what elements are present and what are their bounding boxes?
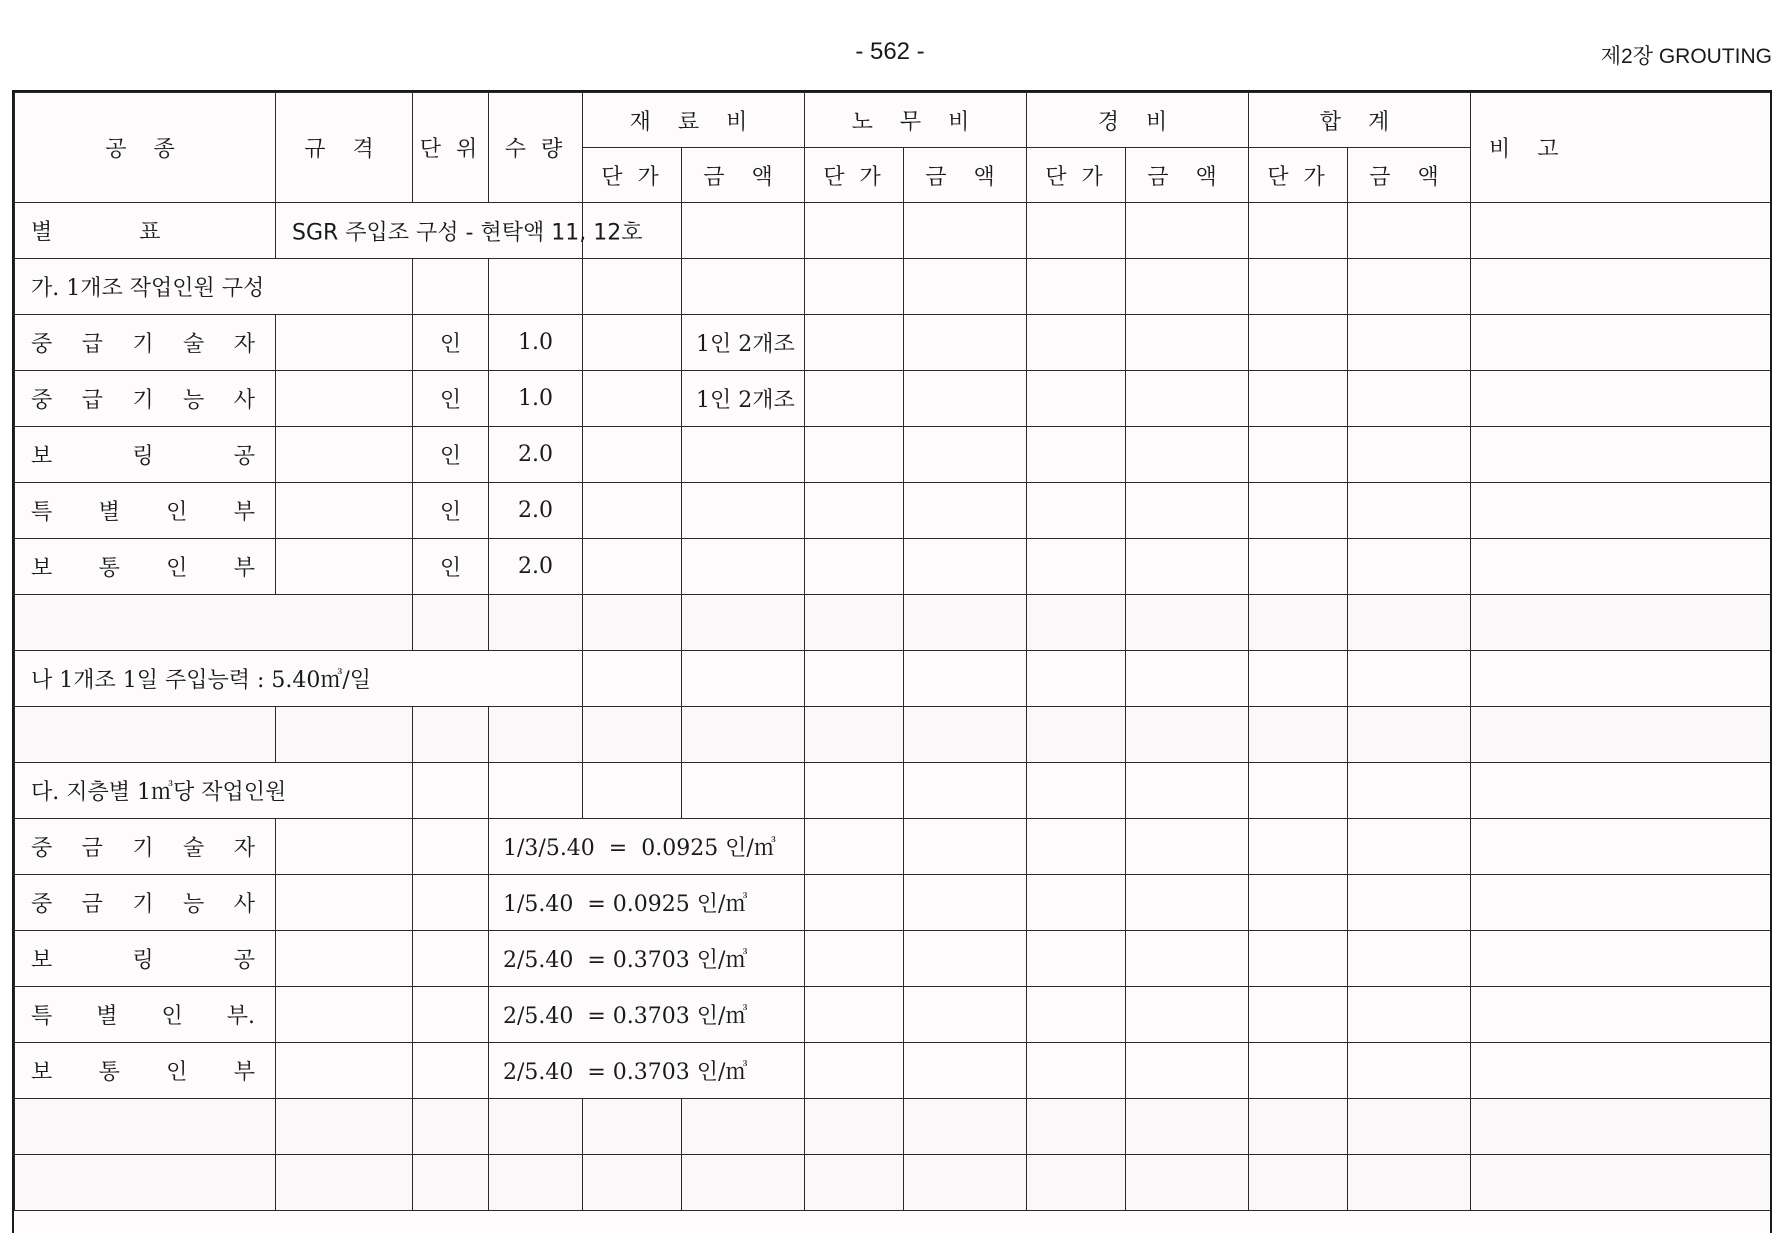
unit-cell: 인 [413, 483, 489, 539]
unit-cell: 인 [413, 371, 489, 427]
table-row [15, 371, 1771, 427]
section-heading: 다. 지층별 1㎥당 작업인원 [15, 763, 413, 819]
table-row [15, 763, 1771, 819]
table-row [15, 539, 1771, 595]
header-material-amount: 금 액 [682, 148, 805, 203]
work-item: 중 금 기 술 자 [15, 819, 276, 875]
header-row-1 [15, 93, 1771, 148]
page-number: - 562 - [855, 38, 925, 65]
header-labor-unit-price: 단 가 [805, 148, 904, 203]
header-remarks: 비 고 [1471, 93, 1771, 203]
work-item: 중 급 기 술 자 [15, 315, 276, 371]
table-row [15, 707, 1771, 763]
formula-cell: 1/3/5.40 = 0.0925 인/㎥ [489, 819, 805, 875]
formula-cell: 2/5.40 = 0.3703 인/㎥ [489, 1043, 805, 1099]
table-row [15, 819, 1771, 875]
header-work-type: 공 종 [15, 93, 276, 203]
quantity-cell: 2.0 [489, 483, 583, 539]
row-title: SGR 주입조 구성 - 현탁액 11, 12호 [276, 203, 583, 259]
table-row [15, 651, 1771, 707]
header-total: 합 계 [1249, 93, 1471, 148]
row-label: 별 표 [15, 203, 276, 259]
table-row [15, 315, 1771, 371]
table-row [15, 987, 1771, 1043]
table-row [15, 203, 1771, 259]
work-item: 보 링 공 [15, 427, 276, 483]
formula-cell: 1/5.40 = 0.0925 인/㎥ [489, 875, 805, 931]
unit-cell: 인 [413, 427, 489, 483]
formula-cell: 2/5.40 = 0.3703 인/㎥ [489, 987, 805, 1043]
table-row [15, 595, 1771, 651]
header-total-unit-price: 단 가 [1249, 148, 1348, 203]
cost-table-sheet [12, 90, 1772, 1233]
quantity-cell: 1.0 [489, 371, 583, 427]
header-material: 재 료 비 [583, 93, 805, 148]
header-expense-amount: 금 액 [1126, 148, 1249, 203]
header-expense: 경 비 [1027, 93, 1249, 148]
work-item: 특 별 인 부 [15, 483, 276, 539]
cost-table [14, 92, 1771, 1211]
table-row [15, 1043, 1771, 1099]
work-item: 중 급 기 능 사 [15, 371, 276, 427]
table-row [15, 1099, 1771, 1155]
note-cell: 1인 2개조 [682, 371, 805, 427]
work-item: 보 통 인 부 [15, 1043, 276, 1099]
header-unit: 단 위 [413, 93, 489, 203]
table-row [15, 875, 1771, 931]
work-item: 보 링 공 [15, 931, 276, 987]
header-total-amount: 금 액 [1348, 148, 1471, 203]
header-spec: 규 격 [276, 93, 413, 203]
work-item: 특 별 인 부. [15, 987, 276, 1043]
quantity-cell: 2.0 [489, 539, 583, 595]
header-labor-amount: 금 액 [904, 148, 1027, 203]
work-item: 보 통 인 부 [15, 539, 276, 595]
note-cell: 1인 2개조 [682, 315, 805, 371]
quantity-cell: 2.0 [489, 427, 583, 483]
table-row [15, 259, 1771, 315]
table-row [15, 931, 1771, 987]
table-row [15, 483, 1771, 539]
header-material-unit-price: 단 가 [583, 148, 682, 203]
header-expense-unit-price: 단 가 [1027, 148, 1126, 203]
header-labor: 노 무 비 [805, 93, 1027, 148]
section-heading: 나 1개조 1일 주입능력 : 5.40㎥/일 [15, 651, 583, 707]
formula-cell: 2/5.40 = 0.3703 인/㎥ [489, 931, 805, 987]
header-quantity: 수 량 [489, 93, 583, 203]
work-item: 중 금 기 능 사 [15, 875, 276, 931]
table-row [15, 427, 1771, 483]
chapter-title: 제2장 GROUTING [1600, 45, 1772, 68]
unit-cell: 인 [413, 315, 489, 371]
table-row [15, 1155, 1771, 1211]
unit-cell: 인 [413, 539, 489, 595]
quantity-cell: 1.0 [489, 315, 583, 371]
section-heading: 가. 1개조 작업인원 구성 [15, 259, 413, 315]
